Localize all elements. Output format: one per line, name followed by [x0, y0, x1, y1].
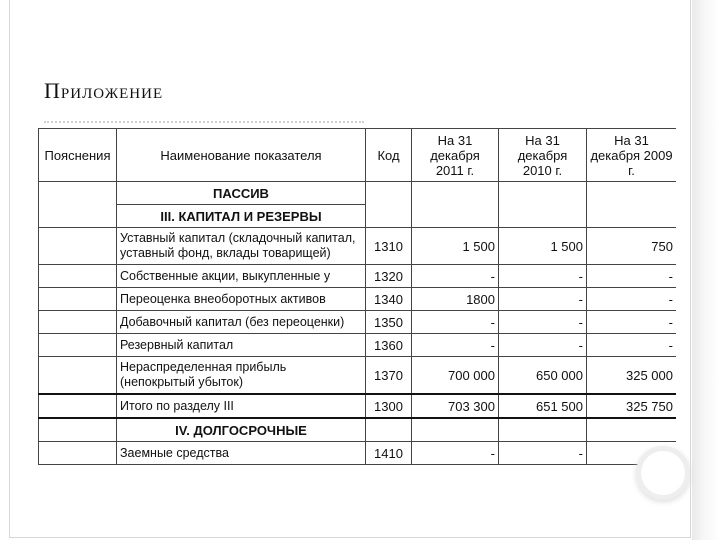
row-value-2011: - — [412, 442, 499, 465]
total-row — [39, 394, 677, 418]
table-row — [39, 288, 677, 311]
row-code: 1370 — [366, 357, 412, 395]
header-year-2010: На 31 декабря 2010 г. — [499, 129, 587, 182]
table-row — [39, 311, 677, 334]
section-row-liabilities — [39, 182, 677, 205]
row-code: 1310 — [366, 228, 412, 265]
row-value-2011: - — [412, 265, 499, 288]
total-value-2009: 325 750 — [587, 394, 677, 418]
title-underline — [44, 121, 364, 123]
row-value-2010: 1 500 — [499, 228, 587, 265]
row-code: 1350 — [366, 311, 412, 334]
notes-cell — [39, 357, 117, 395]
total-value-2010: 651 500 — [499, 394, 587, 418]
row-code: 1340 — [366, 288, 412, 311]
slide-title: Приложение — [44, 78, 164, 103]
row-value-2009: - — [587, 265, 677, 288]
total-code: 1300 — [366, 394, 412, 418]
table-row — [39, 265, 677, 288]
notes-cell — [39, 182, 117, 228]
value-cell — [412, 418, 499, 442]
header-code: Код — [366, 129, 412, 182]
section-row-longterm — [39, 418, 677, 442]
notes-cell — [39, 228, 117, 265]
value-cell — [587, 182, 677, 228]
notes-cell — [39, 288, 117, 311]
row-name: Добавочный капитал (без переоценки) — [117, 311, 366, 334]
table-header-row — [39, 129, 677, 182]
row-value-2010: - — [499, 265, 587, 288]
header-indicator-name: Наименование показателя — [117, 129, 366, 182]
code-cell — [366, 418, 412, 442]
row-name: Собственные акции, выкупленные у — [117, 265, 366, 288]
row-name: Заемные средства — [117, 442, 366, 465]
balance-sheet-table — [38, 128, 676, 465]
value-cell — [499, 418, 587, 442]
row-code: 1360 — [366, 334, 412, 357]
row-value-2009: 325 000 — [587, 357, 677, 395]
row-value-2011: - — [412, 311, 499, 334]
section-title-longterm: IV. ДОЛГОСРОЧНЫЕ — [117, 418, 366, 442]
row-value-2011: 700 000 — [412, 357, 499, 395]
row-value-2009: - — [587, 288, 677, 311]
row-name: Нераспределенная прибыль (непокрытый убыток) — [117, 357, 366, 395]
row-code: 1320 — [366, 265, 412, 288]
slide-shadow — [692, 0, 720, 540]
header-notes: Пояснения — [39, 129, 117, 182]
table-row — [39, 442, 677, 465]
row-value-2010: - — [499, 288, 587, 311]
row-value-2011: 1 500 — [412, 228, 499, 265]
row-value-2010: - — [499, 334, 587, 357]
row-name: Переоценка внеоборотных активов — [117, 288, 366, 311]
row-name: Резервный капитал — [117, 334, 366, 357]
section-title-capital: III. КАПИТАЛ И РЕЗЕРВЫ — [117, 205, 366, 228]
total-value-2011: 703 300 — [412, 394, 499, 418]
notes-cell — [39, 265, 117, 288]
row-value-2010: - — [499, 442, 587, 465]
code-cell — [366, 182, 412, 228]
balance-table-container — [38, 128, 676, 474]
row-value-2009: - — [587, 311, 677, 334]
notes-cell — [39, 334, 117, 357]
row-value-2009: - — [587, 334, 677, 357]
section-title-liabilities: ПАССИВ — [117, 182, 366, 205]
notes-cell — [39, 394, 117, 418]
notes-cell — [39, 311, 117, 334]
value-cell — [412, 182, 499, 228]
row-value-2010: - — [499, 311, 587, 334]
row-value-2011: - — [412, 334, 499, 357]
decorative-circle — [641, 451, 685, 495]
table-row — [39, 228, 677, 265]
table-row — [39, 357, 677, 395]
value-cell — [587, 418, 677, 442]
table-row — [39, 334, 677, 357]
notes-cell — [39, 442, 117, 465]
header-year-2011: На 31 декабря 2011 г. — [412, 129, 499, 182]
row-value-2009: 750 — [587, 228, 677, 265]
header-year-2009: На 31 декабря 2009 г. — [587, 129, 677, 182]
row-value-2010: 650 000 — [499, 357, 587, 395]
row-value-2011: 1800 — [412, 288, 499, 311]
value-cell — [499, 182, 587, 228]
total-name: Итого по разделу III — [117, 394, 366, 418]
notes-cell — [39, 418, 117, 442]
row-code: 1410 — [366, 442, 412, 465]
row-name: Уставный капитал (складочный капитал, уставный фонд, вклады товарищей) — [117, 228, 366, 265]
